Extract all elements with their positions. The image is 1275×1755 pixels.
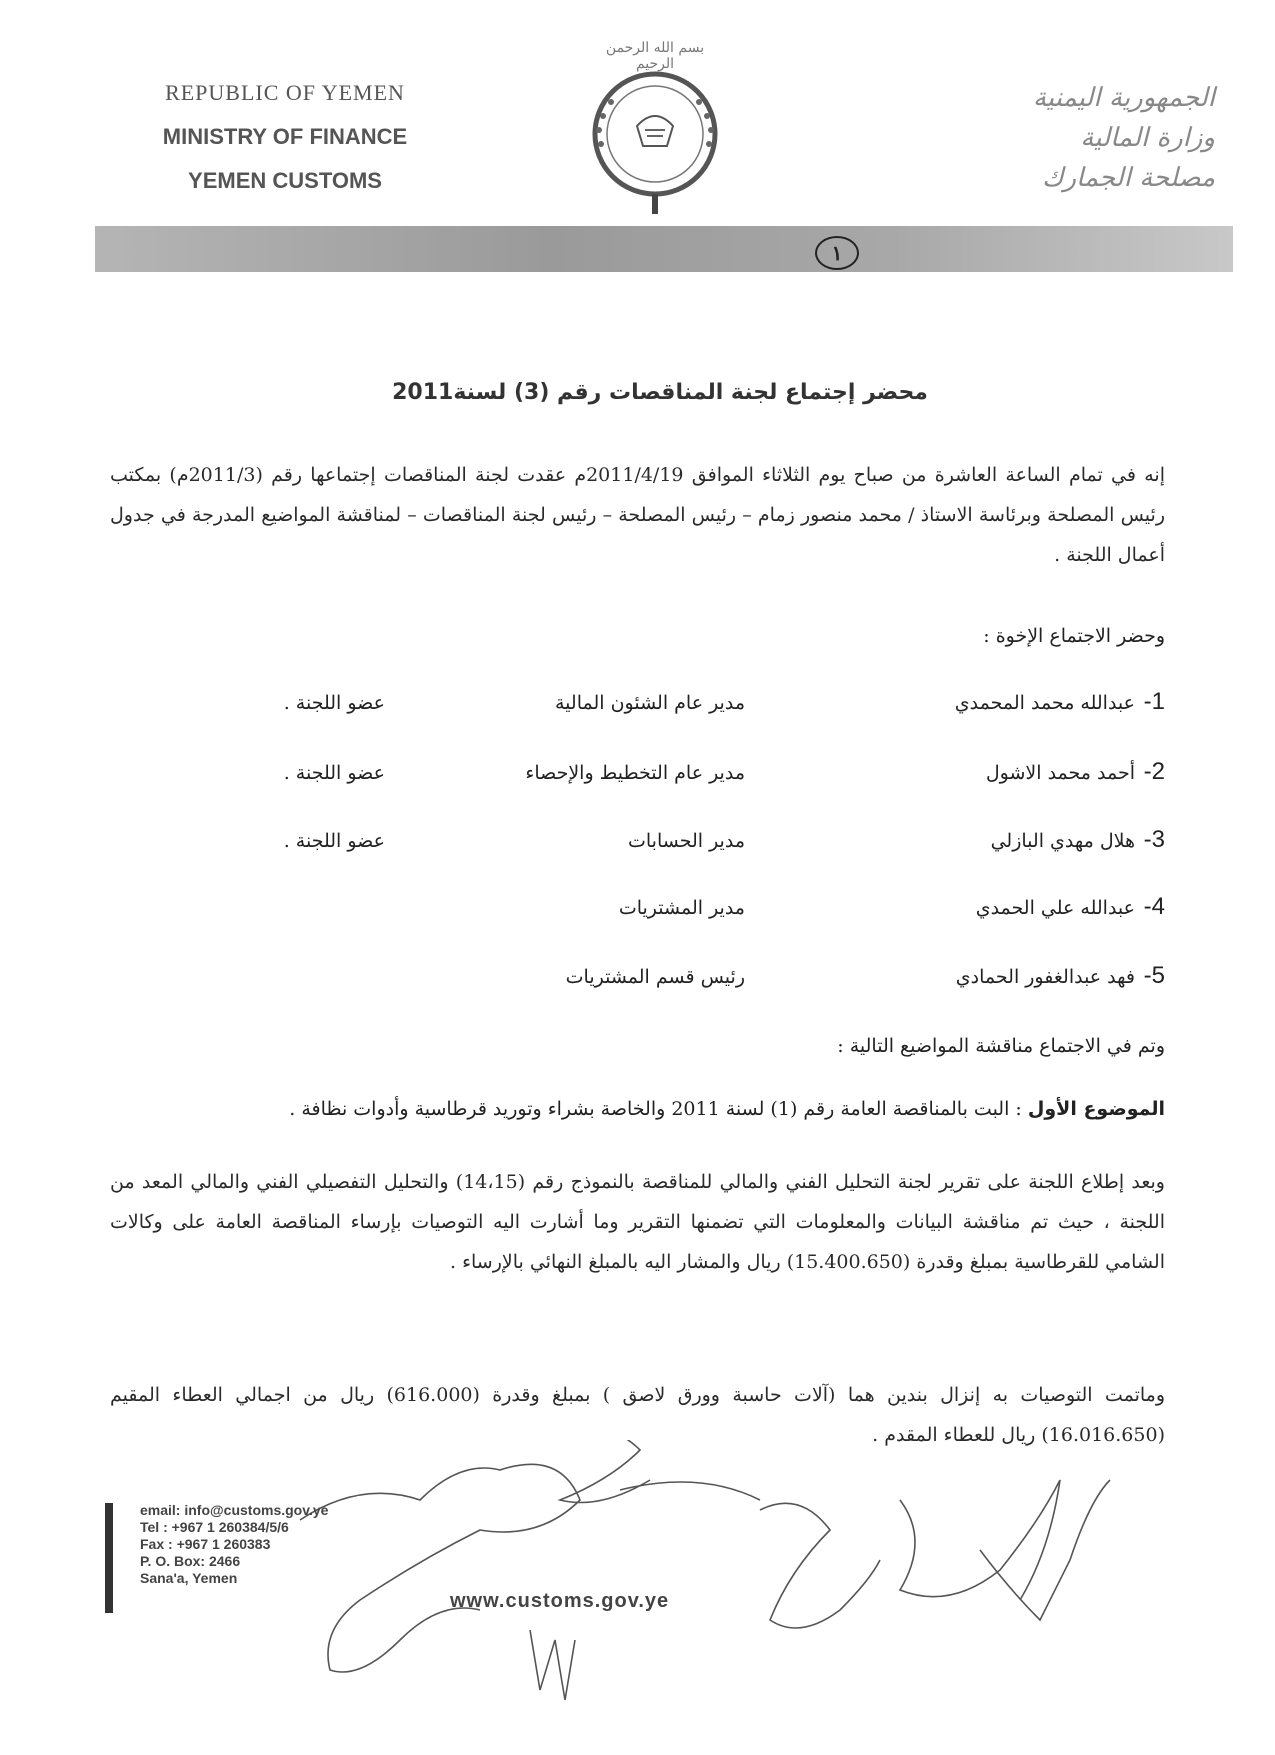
footer-tel: Tel : +967 1 260384/5/6 — [140, 1519, 289, 1535]
attendee-name: فهد عبدالغفور الحمادي — [955, 966, 1135, 988]
attendee-position: مدير الحسابات — [628, 830, 745, 852]
attendee-name: أحمد محمد الاشول — [985, 762, 1135, 784]
arabic-letterhead — [955, 78, 1215, 198]
header-band — [95, 226, 1233, 272]
attendee-position: مدير المشتريات — [618, 897, 745, 919]
agency-name-ar: مصلحة الجمارك — [1042, 163, 1215, 193]
attendee-role: عضو اللجنة . — [283, 692, 385, 714]
attendee-name: عبدالله محمد المحمدي — [954, 692, 1135, 714]
attendee-row — [110, 826, 1165, 866]
attendee-row — [110, 893, 1165, 933]
analysis-paragraph: وبعد إطلاع اللجنة على تقرير لجنة التحليل الفني والمالي للمناقصة بالنموذج رقم (14،15) والتحليل التفصيلي الفني والمالي المعد من اللجنة ، حيث تم مناقشة البيانات والمعلومات التي تضمنها التقرير وما أشارت اليه التوصيات بإرساء المناقصة العامة على وكالات الشامي للقرطاسية بمبلغ وقدرة (15.400.650) ريال والمشار اليه بالمبلغ النهائي بالإرساء . — [110, 1171, 1166, 1273]
discussion-intro: وتم في الاجتماع مناقشة المواضيع التالية : — [837, 1035, 1165, 1057]
footer-contact — [140, 1502, 328, 1587]
footer-pobox: P. O. Box: 2466 — [140, 1553, 241, 1569]
attendee-position: رئيس قسم المشتريات — [565, 966, 745, 988]
attendee-row — [110, 758, 1165, 798]
agency-name-en: YEMEN CUSTOMS — [188, 168, 382, 193]
attendee-number: 5- — [1143, 962, 1165, 989]
customs-logo-icon — [585, 66, 725, 216]
ministry-name-ar: وزارة المالية — [1080, 123, 1215, 153]
ministry-name-en: MINISTRY OF FINANCE — [162, 124, 408, 149]
attendee-number: 4- — [1143, 893, 1165, 920]
footer-website: www.customs.gov.ye — [450, 1590, 670, 1612]
basmala: بسم الله الرحمن الرحيم — [605, 40, 705, 72]
footer-bar — [105, 1503, 113, 1613]
attendee-row — [110, 688, 1165, 728]
attendee-position: مدير عام التخطيط والإحصاء — [525, 762, 745, 784]
attendees-intro: وحضر الاجتماع الإخوة : — [983, 625, 1165, 647]
attendee-role: عضو اللجنة . — [283, 830, 385, 852]
country-name-en: REPUBLIC OF YEMEN — [165, 80, 405, 105]
page-number: ١ — [815, 236, 859, 270]
country-name-ar: الجمهورية اليمنية — [1032, 83, 1215, 113]
english-letterhead — [115, 80, 455, 194]
attendee-number: 2- — [1143, 758, 1165, 785]
attendee-row — [110, 962, 1165, 1002]
topic-one-label: الموضوع الأول — [1027, 1098, 1165, 1120]
topic-one — [110, 1098, 1165, 1120]
opening-paragraph: إنه في تمام الساعة العاشرة من صباح يوم الثلاثاء الموافق 2011/4/19م عقدت لجنة المناقصات إجتماعها رقم (2011/3م) بمكتب رئيس المصلحة وبرئاسة الاستاذ / محمد منصور زمام – رئيس المصلحة – رئيس لجنة المناقصات – لمناقشة المواضيع المدرجة في جدول أعمال اللجنة . — [110, 464, 1165, 566]
attendee-position: مدير عام الشئون المالية — [555, 692, 745, 714]
footer-fax: Fax : +967 1 260383 — [140, 1536, 271, 1552]
attendee-name: عبدالله علي الحمدي — [975, 897, 1135, 919]
attendee-name: هلال مهدي البازلي — [990, 830, 1135, 852]
attendee-number: 1- — [1143, 688, 1165, 715]
attendee-role: عضو اللجنة . — [283, 762, 385, 784]
document-title: محضر إجتماع لجنة المناقصات رقم (3) لسنة2011 — [392, 380, 928, 405]
footer-city: Sana'a, Yemen — [140, 1570, 238, 1586]
recommendations-paragraph: وماتمت التوصيات به إنزال بندين هما (آلات حاسبة وورق لاصق ) بمبلغ وقدرة (616.000) ريال من اجمالي العطاء المقيم (16.016.650) ريال للعطاء المقدم . — [110, 1384, 1165, 1446]
attendee-number: 3- — [1143, 826, 1165, 853]
topic-one-text: : البت بالمناقصة العامة رقم (1) لسنة 2011 والخاصة بشراء وتوريد قرطاسية وأدوات نظافة . — [289, 1098, 1022, 1120]
footer-email: email: info@customs.gov.ye — [140, 1502, 329, 1518]
